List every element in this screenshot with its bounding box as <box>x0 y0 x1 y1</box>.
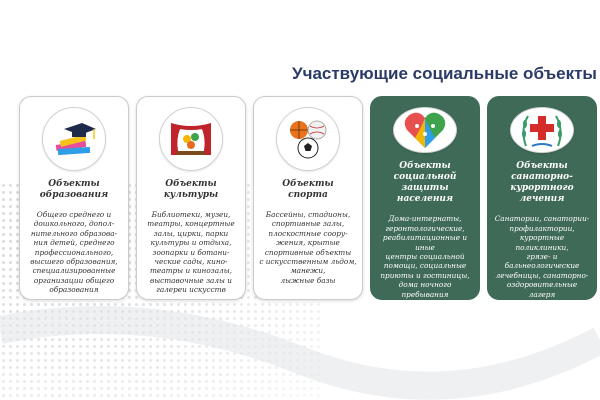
theater-stage-icon <box>167 119 215 159</box>
card-social-protection <box>370 96 480 300</box>
icon-circle <box>276 107 340 171</box>
card-row <box>19 96 597 300</box>
card-description: Библиотеки, музеи, театры, концертные залы, цирки, парки культуры и отдыха, зоопарки и ботани- ческие сады, кино- театры и кинозалы, выставочные залы и галереи искусств <box>147 210 235 295</box>
card-culture <box>136 96 246 300</box>
card-description: Санатории, санатории- профилактории, курортные поликлиники, грязе- и бальнеологические лечебницы, санаторно- оздоровительные лагеря <box>494 214 590 299</box>
sports-balls-icon <box>284 117 332 161</box>
card-title: Объекты социальной защиты населения <box>393 161 457 205</box>
icon-circle <box>510 107 574 153</box>
graduation-cap-books-icon <box>50 119 98 159</box>
card-description: Общего среднего и дошкольного, допол- нительного образова- ния детей, среднего профессионального, высшего образования, специализированные организации общего образования <box>30 210 118 295</box>
card-sport <box>253 96 363 300</box>
card-title: Объекты санаторно- курортного лечения <box>510 161 574 205</box>
icon-circle <box>393 107 457 153</box>
card-title: Объекты образования <box>39 179 109 200</box>
card-sanatorium <box>487 96 597 300</box>
icon-circle <box>159 107 223 171</box>
card-title: Объекты спорта <box>282 179 334 200</box>
card-title: Объекты культуры <box>163 179 219 200</box>
card-education <box>19 96 129 300</box>
icon-circle <box>42 107 106 171</box>
page-title: Участвующие социальные объекты <box>292 64 597 83</box>
card-description: Бассейны, стадионы, спортивные залы, плоскостные соору- жения, крытые спортивные объекты с искусственным льдом, манежи, лыжные базы <box>259 210 357 285</box>
medical-cross-laurel-icon <box>518 108 566 152</box>
card-description: Дома-интернаты, геронтологические, реабилитационные и иные центры социальной помощи, социальные приюты и гостиницы, дома ночного пребывания <box>380 214 470 299</box>
social-protection-heart-icon <box>401 108 449 152</box>
